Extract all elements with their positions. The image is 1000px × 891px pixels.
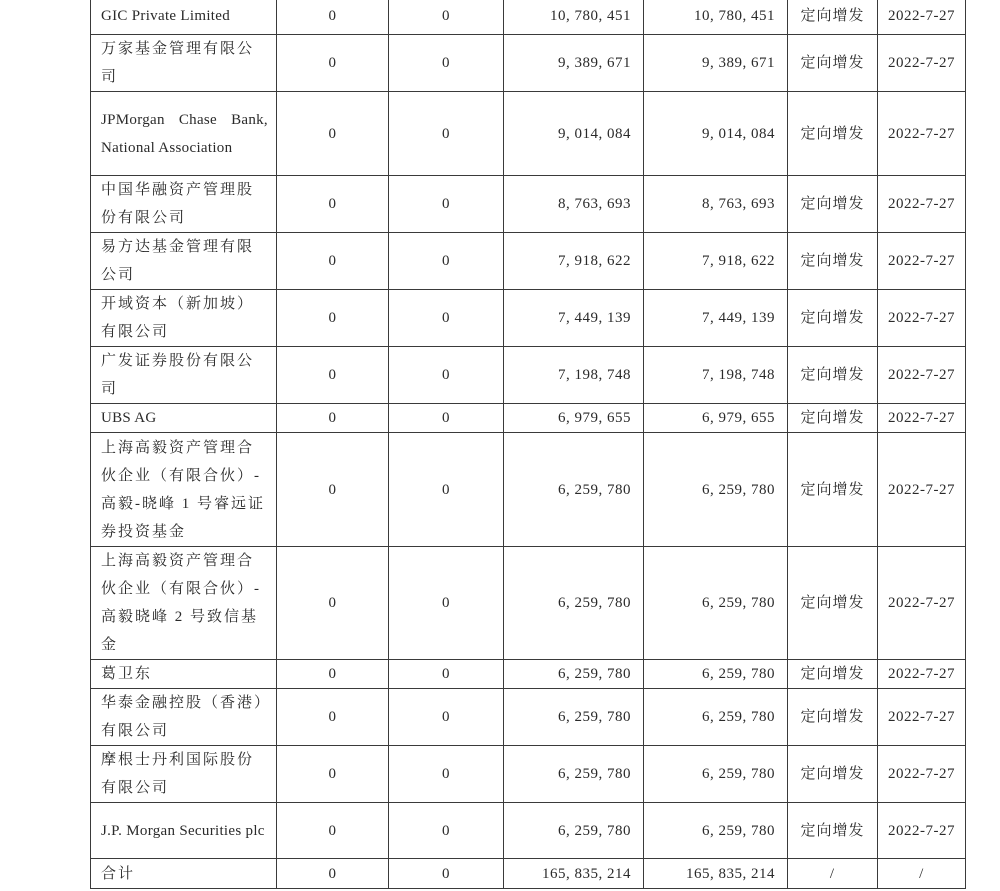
table-row	[91, 404, 966, 433]
shares-before: 0	[277, 233, 389, 290]
shares-released: 0	[389, 0, 504, 35]
shares-added: 7, 198, 748	[504, 347, 644, 404]
holder-name: GIC Private Limited	[91, 0, 277, 35]
shares-released: 0	[389, 233, 504, 290]
shares-added: 6, 259, 780	[504, 660, 644, 689]
table-row	[91, 233, 966, 290]
restriction-reason: 定向增发	[788, 176, 878, 233]
shares-restricted: 165, 835, 214	[644, 859, 788, 889]
shares-before: 0	[277, 35, 389, 92]
release-date: 2022-7-27	[878, 290, 966, 347]
shares-added: 6, 259, 780	[504, 433, 644, 547]
release-date: 2022-7-27	[878, 92, 966, 176]
shares-restricted: 6, 979, 655	[644, 404, 788, 433]
shares-restricted: 8, 763, 693	[644, 176, 788, 233]
shares-added: 6, 259, 780	[504, 547, 644, 660]
shares-added: 7, 918, 622	[504, 233, 644, 290]
shares-released: 0	[389, 35, 504, 92]
shares-added: 165, 835, 214	[504, 859, 644, 889]
shares-restricted: 9, 014, 084	[644, 92, 788, 176]
shares-released: 0	[389, 347, 504, 404]
shares-added: 6, 979, 655	[504, 404, 644, 433]
shares-released: 0	[389, 547, 504, 660]
table-row	[91, 547, 966, 660]
release-date: 2022-7-27	[878, 433, 966, 547]
release-date: 2022-7-27	[878, 233, 966, 290]
shares-before: 0	[277, 433, 389, 547]
holder-name: JPMorgan Chase Bank, National Association	[91, 92, 277, 176]
shares-before: 0	[277, 404, 389, 433]
shares-restricted: 6, 259, 780	[644, 803, 788, 859]
shares-released: 0	[389, 92, 504, 176]
table-row	[91, 433, 966, 547]
release-date: 2022-7-27	[878, 35, 966, 92]
table-row	[91, 176, 966, 233]
shares-released: 0	[389, 746, 504, 803]
holder-name: 摩根士丹利国际股份有限公司	[91, 746, 277, 803]
release-date: 2022-7-27	[878, 660, 966, 689]
holder-name: J.P. Morgan Securities plc	[91, 803, 277, 859]
release-date: 2022-7-27	[878, 547, 966, 660]
table-row	[91, 859, 966, 889]
restriction-reason: 定向增发	[788, 433, 878, 547]
restriction-reason: 定向增发	[788, 233, 878, 290]
restriction-reason: 定向增发	[788, 803, 878, 859]
release-date: 2022-7-27	[878, 746, 966, 803]
shares-restricted: 6, 259, 780	[644, 689, 788, 746]
release-date: 2022-7-27	[878, 176, 966, 233]
table-body	[91, 0, 966, 889]
table-row	[91, 660, 966, 689]
restriction-reason: 定向增发	[788, 347, 878, 404]
holder-name: 中国华融资产管理股份有限公司	[91, 176, 277, 233]
table-row	[91, 803, 966, 859]
holder-name: 上海高毅资产管理合伙企业（有限合伙）-高毅晓峰 2 号致信基金	[91, 547, 277, 660]
holder-name: 广发证券股份有限公司	[91, 347, 277, 404]
shares-added: 8, 763, 693	[504, 176, 644, 233]
shares-restricted: 6, 259, 780	[644, 660, 788, 689]
shares-before: 0	[277, 859, 389, 889]
shares-restricted: 6, 259, 780	[644, 547, 788, 660]
restriction-reason: 定向增发	[788, 404, 878, 433]
restriction-reason: 定向增发	[788, 547, 878, 660]
shares-released: 0	[389, 290, 504, 347]
shares-before: 0	[277, 92, 389, 176]
shares-released: 0	[389, 803, 504, 859]
shares-restricted: 7, 918, 622	[644, 233, 788, 290]
table-row	[91, 746, 966, 803]
shares-added: 6, 259, 780	[504, 746, 644, 803]
shares-before: 0	[277, 746, 389, 803]
shares-before: 0	[277, 176, 389, 233]
table-row	[91, 290, 966, 347]
table-row	[91, 92, 966, 176]
shares-released: 0	[389, 689, 504, 746]
shares-added: 10, 780, 451	[504, 0, 644, 35]
restriction-reason: 定向增发	[788, 660, 878, 689]
table-row	[91, 689, 966, 746]
release-date: 2022-7-27	[878, 803, 966, 859]
shares-restricted: 6, 259, 780	[644, 433, 788, 547]
holder-name: 易方达基金管理有限公司	[91, 233, 277, 290]
holder-name: 合计	[91, 859, 277, 889]
holder-name: 万家基金管理有限公司	[91, 35, 277, 92]
shares-restricted: 10, 780, 451	[644, 0, 788, 35]
shares-before: 0	[277, 547, 389, 660]
shares-released: 0	[389, 404, 504, 433]
shares-added: 7, 449, 139	[504, 290, 644, 347]
shares-released: 0	[389, 660, 504, 689]
table-row	[91, 0, 966, 35]
shares-restricted: 9, 389, 671	[644, 35, 788, 92]
shares-before: 0	[277, 660, 389, 689]
restriction-reason: 定向增发	[788, 0, 878, 35]
shares-before: 0	[277, 689, 389, 746]
holder-name: 华泰金融控股（香港）有限公司	[91, 689, 277, 746]
table-row	[91, 347, 966, 404]
restriction-reason: 定向增发	[788, 92, 878, 176]
release-date: 2022-7-27	[878, 347, 966, 404]
holder-name: 上海高毅资产管理合伙企业（有限合伙）-高毅-晓峰 1 号睿远证券投资基金	[91, 433, 277, 547]
shares-before: 0	[277, 347, 389, 404]
holder-name: 开域资本（新加坡）有限公司	[91, 290, 277, 347]
restriction-reason: 定向增发	[788, 35, 878, 92]
restriction-reason: 定向增发	[788, 689, 878, 746]
shares-released: 0	[389, 433, 504, 547]
restriction-reason: 定向增发	[788, 746, 878, 803]
restriction-reason: 定向增发	[788, 290, 878, 347]
restriction-reason: /	[788, 859, 878, 889]
table-row	[91, 35, 966, 92]
shares-released: 0	[389, 859, 504, 889]
restricted-shares-table	[90, 0, 966, 889]
shares-restricted: 6, 259, 780	[644, 746, 788, 803]
release-date: 2022-7-27	[878, 404, 966, 433]
holder-name: UBS AG	[91, 404, 277, 433]
shares-added: 9, 389, 671	[504, 35, 644, 92]
shares-added: 6, 259, 780	[504, 803, 644, 859]
shares-before: 0	[277, 290, 389, 347]
release-date: 2022-7-27	[878, 0, 966, 35]
shares-released: 0	[389, 176, 504, 233]
release-date: 2022-7-27	[878, 689, 966, 746]
shares-restricted: 7, 198, 748	[644, 347, 788, 404]
release-date: /	[878, 859, 966, 889]
shares-added: 9, 014, 084	[504, 92, 644, 176]
holder-name: 葛卫东	[91, 660, 277, 689]
shares-added: 6, 259, 780	[504, 689, 644, 746]
shares-before: 0	[277, 0, 389, 35]
shares-before: 0	[277, 803, 389, 859]
shares-restricted: 7, 449, 139	[644, 290, 788, 347]
